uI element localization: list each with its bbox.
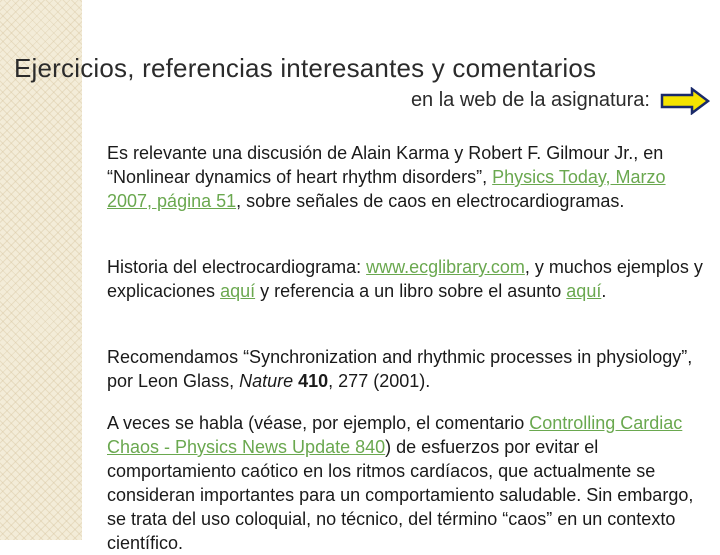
right-arrow-icon[interactable] — [660, 87, 710, 115]
text-segment: ) de esfuerzos por evitar el comportamiento caótico en los ritmos cardíacos, que actualmente se consideran importantes para un comportamiento saludable. Sin embargo, se trata del uso coloquial, no técnico, del término “caos” en un contexto científico. — [107, 437, 694, 553]
bullet-text — [107, 345, 711, 393]
aqui-book-link[interactable]: aquí — [566, 281, 602, 301]
ecglibrary-link[interactable]: www.ecglibrary.com — [366, 257, 525, 277]
physics-news-link[interactable]: Controlling Cardiac Chaos - Physics News Update 840 — [107, 413, 683, 457]
bullet-text — [107, 141, 711, 213]
text-segment: , 277 (2001). — [328, 371, 431, 391]
physics-today-link[interactable]: Physics Today, Marzo 2007, página 51 — [107, 167, 666, 211]
text-segment: . — [601, 281, 607, 301]
text-segment: Es relevante una discusión de Alain Karma y Robert F. Gilmour Jr., en “Nonlinear dynamics of heart rhythm disorders”, — [107, 143, 664, 187]
bullet-text — [107, 255, 711, 303]
text-segment: , sobre señales de caos en electrocardiogramas. — [236, 191, 625, 211]
text-segment: A veces se habla (véase, por ejemplo, el comentario — [107, 413, 530, 433]
journal-name: Nature — [239, 371, 294, 391]
text-segment: y referencia a un libro sobre el asunto — [255, 281, 567, 301]
slide-subtitle: en la web de la asignatura: — [410, 89, 650, 111]
text-segment: Historia del electrocardiograma: — [107, 257, 367, 277]
bullet-text — [107, 411, 711, 555]
text-segment: Recomendamos “Synchronization and rhythmic processes in physiology”, por Leon Glass, — [107, 347, 693, 391]
aqui-examples-link[interactable]: aquí — [220, 281, 256, 301]
journal-volume: 410 — [298, 371, 329, 391]
text-segment: , y muchos ejemplos y explicaciones — [107, 257, 703, 301]
slide-title: Ejercicios, referencias interesantes y comentarios — [14, 53, 597, 83]
